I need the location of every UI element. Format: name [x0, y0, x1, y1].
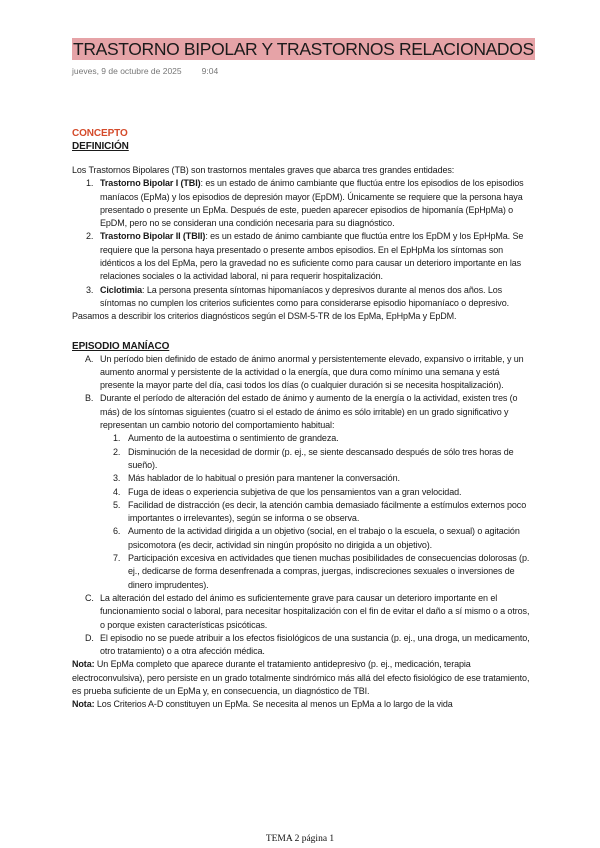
criterion-d	[72, 632, 530, 659]
timestamp	[72, 66, 218, 76]
page-footer: TEMA 2 página 1	[265, 834, 335, 844]
type-description: : La persona presenta síntomas hipomaníacos y depresivos durante al menos dos años. Los síntomas no cumplen los criterios suficientes como para considerarse episodio hipomaníaco o depresivo.	[100, 284, 510, 308]
list-item	[100, 446, 530, 473]
list-marker: 1.	[113, 433, 121, 444]
list-marker: B.	[85, 393, 94, 404]
list-item	[100, 486, 530, 499]
list-item	[72, 230, 530, 283]
criterion-text: El episodio no se puede atribuir a los efectos fisiológicos de una sustancia (p. ej., una droga, un medicamento, otro tratamiento) o a otra afección médica.	[100, 632, 530, 657]
type-name: Ciclotimia	[100, 284, 143, 295]
list-marker: 2.	[113, 446, 121, 457]
list-marker: 3.	[86, 284, 94, 295]
list-marker: 3.	[113, 473, 121, 484]
list-item	[100, 432, 530, 445]
criteria-list	[72, 353, 530, 659]
list-marker: 6.	[113, 526, 121, 537]
criterion-a	[72, 353, 530, 393]
list-item	[100, 552, 530, 592]
list-marker: 1.	[86, 178, 94, 189]
note-label: Nota:	[72, 699, 95, 710]
type-name: Trastorno Bipolar I (TBI)	[100, 178, 201, 189]
criterion-text: Durante el período de alteración del estado de ánimo y aumento de la energía o la actividad, existen tres (o más) de los síntomas siguientes (cuatro si el estado de ánimo es sólo irritable) en un grado significativo y representan un cambio notorio del comportamiento habitual:	[100, 393, 518, 431]
type-description: : es un estado de ánimo cambiante que fluctúa entre los episodios de los episodios maníacos (EpMa) y los episodios de depresión mayor (EpDM). Únicamente se requiere que la persona haya presentado o presente un EpMa. Después de este, pueden aparecer episodios de hipomanía (EpHpMa) o EpDM, pero no se consideran una condición necesaria para su diagnóstico.	[100, 178, 524, 229]
list-marker: C.	[85, 592, 94, 603]
page-title: TRASTORNO BIPOLAR Y TRASTORNOS RELACIONADOS	[73, 39, 534, 59]
note-paragraph	[72, 658, 530, 698]
date-text: jueves, 9 de octubre de 2025	[72, 66, 182, 76]
note-paragraph	[72, 698, 530, 711]
intro-paragraph: Los Trastornos Bipolares (TB) son trastornos mentales graves que abarca tres grandes entidades:	[72, 165, 455, 175]
criterion-c	[72, 592, 530, 632]
symptom-text: Participación excesiva en actividades que tienen muchas posibilidades de consecuencias dolorosas (p. ej., dedicarse de forma desenfrenada a compras, juergas, indiscreciones sexuales o inversiones de dinero imprudentes).	[128, 553, 530, 590]
criterion-text: La alteración del estado del ánimo es suficientemente grave para causar un deterioro importante en el funcionamiento social o laboral, para necesitar hospitalización con el fin de evitar el daño a sí mismo o a otros, o porque existen características psicóticas.	[100, 592, 530, 630]
symptom-text: Aumento de la autoestima o sentimiento de grandeza.	[128, 433, 339, 444]
symptom-text: Más hablador de lo habitual o presión para mantener la conversación.	[128, 473, 400, 484]
criterion-b	[72, 392, 530, 591]
list-item	[100, 525, 530, 552]
list-marker: 7.	[113, 553, 121, 564]
manic-episode-heading: EPISODIO MANÍACO	[72, 340, 170, 352]
type-name: Trastorno Bipolar II (TBII)	[100, 231, 206, 242]
note-label: Nota:	[72, 659, 95, 670]
list-item	[100, 499, 530, 526]
symptom-list	[100, 432, 530, 592]
list-item	[72, 177, 530, 230]
definition-heading: DEFINICIÓN	[72, 141, 129, 152]
bipolar-types-list	[72, 177, 530, 310]
list-item	[72, 284, 530, 311]
symptom-text: Aumento de la actividad dirigida a un objetivo (social, en el trabajo o la escuela, o sexual) o agitación psicomotora (es decir, actividad sin ningún propósito no dirigida a un objetivo).	[128, 526, 520, 550]
list-marker: 2.	[86, 231, 94, 242]
symptom-text: Fuga de ideas o experiencia subjetiva de que los pensamientos van a gran velocidad.	[128, 486, 462, 497]
note-text: Un EpMa completo que aparece durante el tratamiento antidepresivo (p. ej., medicación, terapia electroconvulsiva), pero persiste en un grado totalmente sindrómico más allá del efecto fisiológico de ese tratamiento, es prueba suficiente de un EpMa y, en consecuencia, un diagnóstico de TBI.	[72, 659, 530, 696]
criterion-text: Un período bien definido de estado de ánimo anormal y persistentemente elevado, expansivo o irritable, y un aumento anormal y persistente de la actividad o la energía, que dura como mínimo una semana y está presente la mayor parte del día, casi todos los días (o cualquier duración si se necesita hospitalización).	[100, 353, 524, 391]
list-marker: D.	[85, 632, 94, 643]
symptom-text: Disminución de la necesidad de dormir (p. ej., se siente descansado después de sólo tres horas de sueño).	[128, 446, 514, 470]
note-body	[72, 127, 530, 712]
time-text: 9:04	[201, 66, 219, 76]
note-text: Los Criterios A-D constituyen un EpMa. Se necesita al menos un EpMa a lo largo de la vida	[94, 699, 453, 710]
list-marker: 4.	[113, 486, 121, 497]
symptom-text: Facilidad de distracción (es decir, la atención cambia demasiado fácilmente a estímulos externos poco importantes o irrelevantes), según se informa o se observa.	[128, 499, 527, 524]
list-marker: 5.	[113, 499, 121, 510]
transition-paragraph: Pasamos a describir los criterios diagnósticos según el DSM-5-TR de los EpMa, EpHpMa y EpDM.	[72, 311, 457, 322]
type-description: : es un estado de ánimo cambiante que fluctúa entre los EpDM y los EpHpMa. Se requiere que la persona haya presentado o presente ambos episodios. En el EpHpMa los síntomas son idénticos a los del EpMa, pero la gravedad no es suficiente como para causar un deterioro importante en las relaciones sociales o la actividad laboral, ni para requerir hospitalización.	[100, 231, 524, 282]
concept-heading: CONCEPTO	[72, 128, 128, 139]
list-item	[100, 472, 530, 485]
list-marker: A.	[85, 353, 94, 364]
